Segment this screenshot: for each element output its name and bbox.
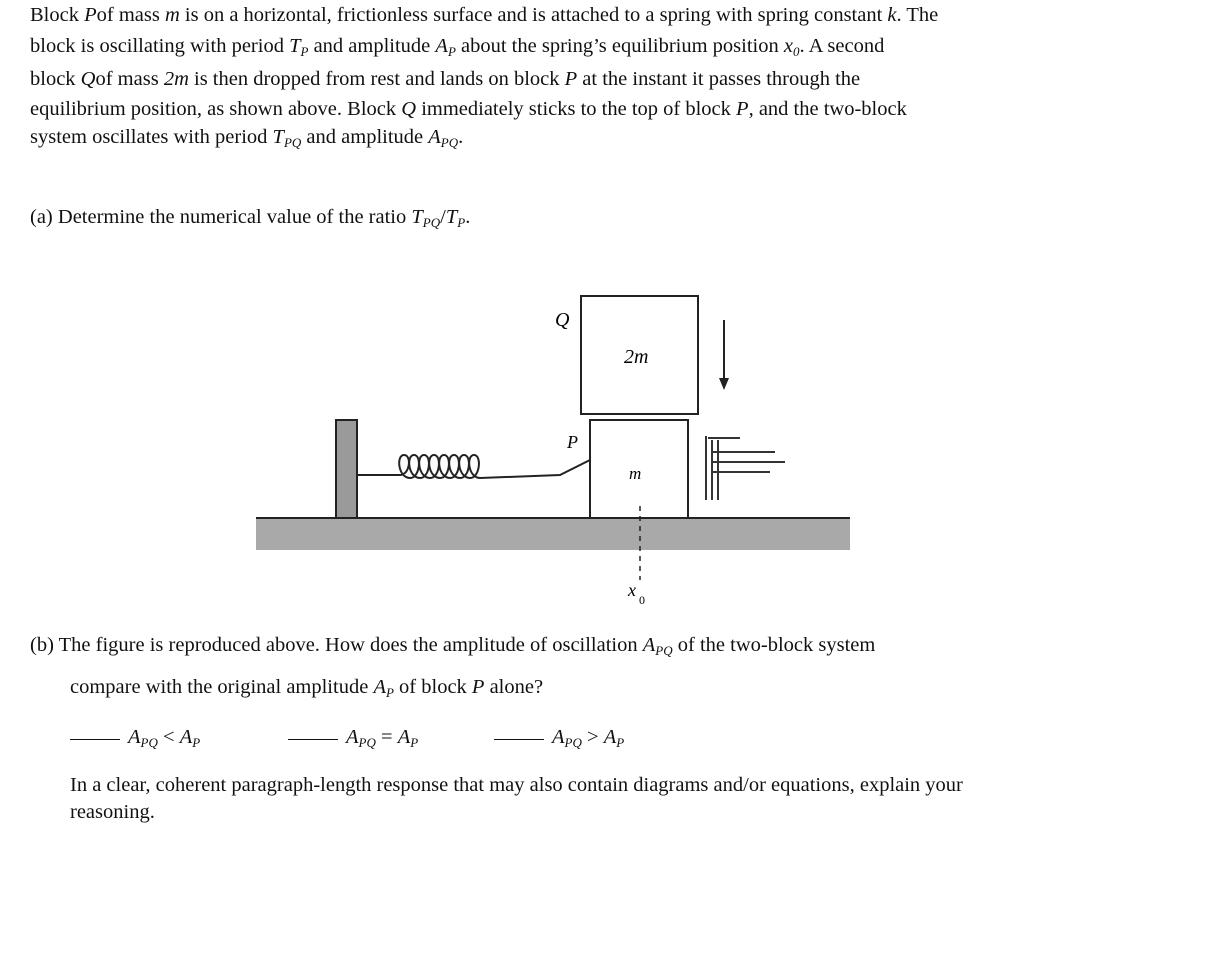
intro-line-3: block Qof mass 2m is then dropped from rest and lands on block P at the instant it passes through the (30, 68, 861, 90)
x0-subscript: 0 (639, 593, 645, 607)
block-p-mass: m (629, 464, 642, 483)
instruction-line-2: reasoning. (70, 801, 155, 823)
label-q: Q (555, 309, 570, 331)
wall (336, 420, 357, 518)
part-b-question-line-1: (b) The figure is reproduced above. How does the amplitude of oscillation $A_{PQ}$ of the two-block system (30, 634, 876, 658)
intro-line-1: Block Pof mass m is on a horizontal, frictionless surface and is attached to a spring with spring constant k. The (30, 4, 939, 26)
option-less-than[interactable]: $A_{PQ} < A_P$ (70, 726, 200, 751)
fall-arrow-head (719, 378, 729, 390)
intro-line-4: equilibrium position, as shown above. Block Q immediately sticks to the top of block P, and the two-block (30, 98, 907, 120)
part-a-question: (a) Determine the numerical value of the ratio $T_{PQ}/T_P$. (30, 206, 471, 230)
floor (256, 518, 850, 550)
answer-blank[interactable] (494, 739, 544, 740)
intro-line-2: block is oscillating with period $T_P$ and amplitude $A_P$ about the spring’s equilibrium position $x_0$. A second (30, 35, 885, 59)
part-b-question-line-2: compare with the original amplitude $A_P$ of block P alone? (70, 676, 544, 700)
option-greater-than[interactable]: $A_{PQ} > A_P$ (494, 726, 624, 751)
x0-label: x (628, 580, 636, 600)
instruction-line-1: In a clear, coherent paragraph-length response that may also contain diagrams and/or equations, explain your (70, 774, 963, 796)
spring (357, 455, 590, 478)
label-p: P (567, 432, 578, 452)
answer-blank[interactable] (70, 739, 120, 740)
motion-lines (706, 436, 785, 500)
option-equal[interactable]: $A_{PQ} = A_P$ (288, 726, 418, 751)
intro-line-5: system oscillates with period $T_{PQ}$ and amplitude $A_{PQ}$. (30, 126, 464, 150)
block-q-mass: 2m (624, 346, 649, 368)
answer-blank[interactable] (288, 739, 338, 740)
